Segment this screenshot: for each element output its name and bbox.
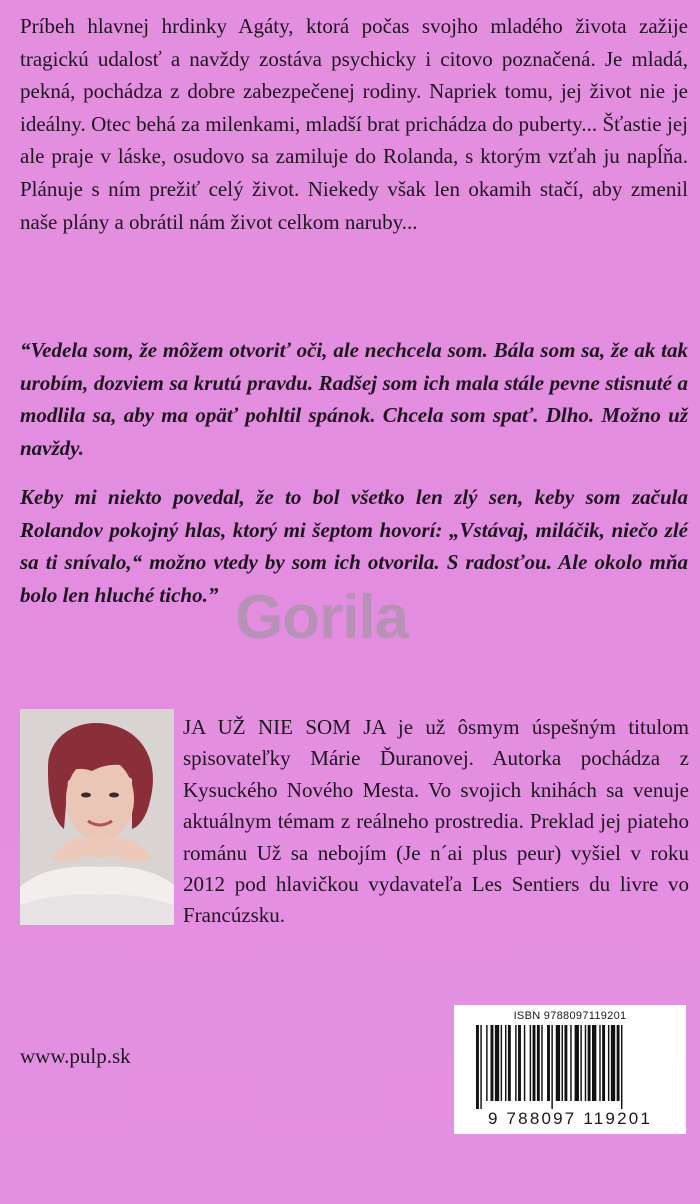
isbn-barcode: [454, 1005, 686, 1134]
author-portrait-icon: [20, 709, 174, 925]
book-blurb: Príbeh hlavnej hrdinky Agáty, ktorá počas svojho mladého života zažije tragickú udalosť a navždy zostáva psychicky i citovo poznačená. Je mladá, pekná, pochádza z dobre zabezpečenej rodiny. Napriek tomu, jej život nie je ideálny. Otec behá za milenkami, mladší brat prichádza do puberty... Šťastie jej ale praje v láske, osudovo sa zamiluje do Rolanda, s ktorým vzťah ju napĺňa. Plánuje s ním prežiť celý život. Niekedy však len okamih stačí, aby zmenil naše plány a obrátil nám život celkom naruby...: [20, 14, 688, 234]
store-watermark: Gorila: [235, 583, 409, 652]
author-bio: JA UŽ NIE SOM JA je už ôsmym úspešným titulom spisovateľky Márie Ďuranovej. Autorka pochádza z Kysuckého Nového Mesta. Vo svojich knihách sa venuje aktuálnym témam z reálneho prostredia. Preklad jej piateho románu Už sa nebojím (Je n´ai plus peur) vyšiel v roku 2012 pod hlavičkou vydavateľa Les Sentiers du livre vo Francúzsku.: [183, 715, 689, 928]
author-photo: [20, 709, 174, 925]
isbn-label: ISBN 9788097119201: [513, 1010, 627, 1022]
publisher-website: www.pulp.sk: [20, 1044, 131, 1068]
quote-paragraph-2: Keby mi niekto povedal, že to bol všetko len zlý sen, keby som začula Rolandov pokojný hlas, ktorý mi šeptom hovorí: „Vstávaj, miláčik, niečo zlé sa ti snívalo,“ možno vtedy by som ich otvorila. S radosťou. Ale okolo mňa bolo len hluché ticho.”: [20, 485, 688, 607]
barcode-icon: [474, 1025, 666, 1109]
quote-paragraph-1: “Vedela som, že môžem otvoriť oči, ale nechcela som. Bála som sa, že ak tak urobím, dozviem sa krutú pravdu. Radšej som ich mala stále pevne stisnuté a modlila sa, aby ma opäť pohltil spánok. Chcela som spať. Dlho. Možno už navždy.: [20, 338, 688, 460]
isbn-digits: 9 788097 119201: [487, 1109, 653, 1128]
